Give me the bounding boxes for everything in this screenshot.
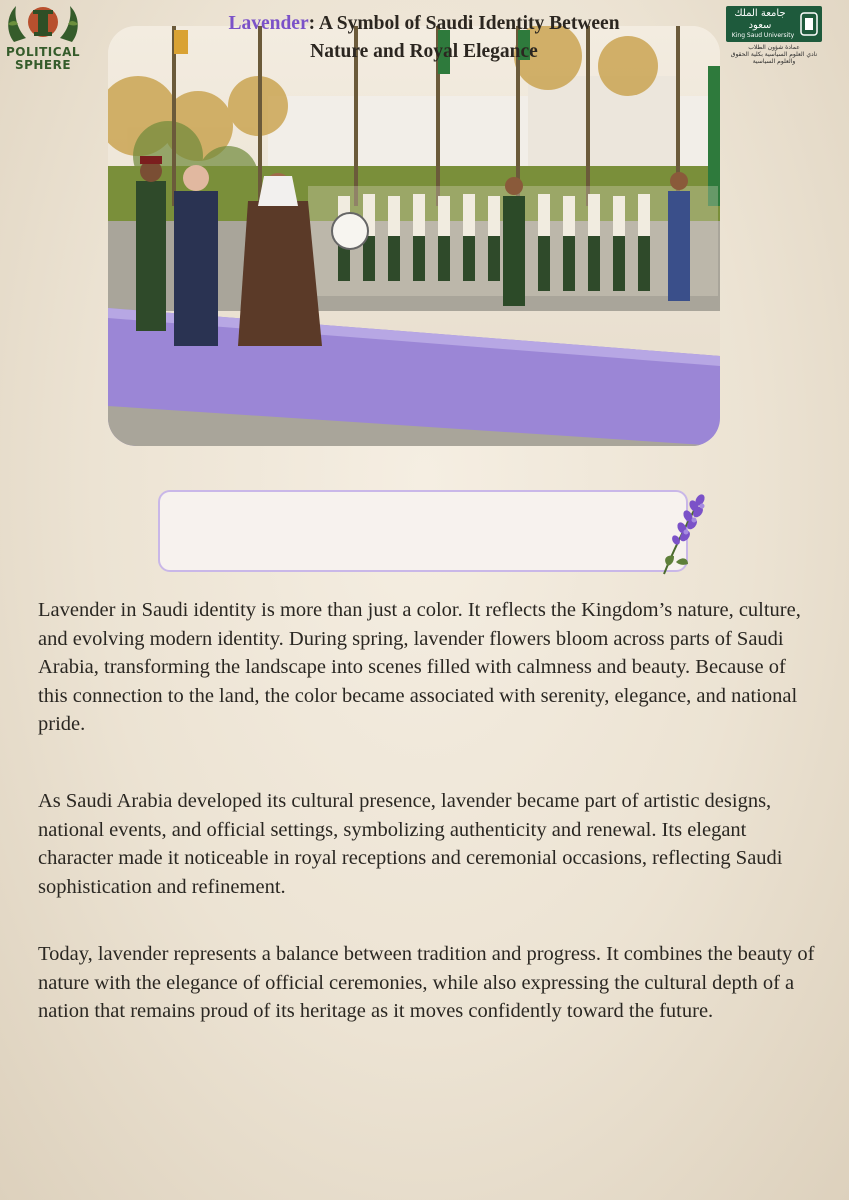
political-sphere-logo [4,2,82,72]
ceremony-illustration [108,26,720,446]
ceremony-photo [108,26,720,446]
ksu-subtitle-1: عمادة شؤون الطلاب [748,44,800,51]
paragraph-2: As Saudi Arabia developed its cultural presence, lavender became part of artistic designs, national events, and official settings, symbolizing authenticity and renewal. Its elegant character made it noticeable in royal receptions and ceremonial occasions, reflecting Saudi sophistication and refinement. [38,790,783,898]
title-accent-word: Lavender [228,13,309,34]
king-saud-university-logo [726,6,822,65]
laurel-column-icon [4,2,82,46]
ksu-emblem-icon [800,12,818,36]
title-line2: Nature and Royal Elegance [310,41,538,62]
paragraph-1: Lavender in Saudi identity is more than just a color. It reflects the Kingdom’s nature, culture, and evolving modern identity. During spring, lavender flowers bloom across parts of Saudi Arabia, transforming the landscape into scenes filled with calmness and beauty. Because of this connection to the land, the color became associated with serenity, elegance, and national pride. [38,599,801,735]
article-title [154,10,694,66]
title-line1-rest: : A Symbol of Saudi Identity Between [308,13,620,34]
ksu-english-name: King Saud University [731,32,795,39]
logo-text-line2: SPHERE [14,58,72,72]
paragraph-3: Today, lavender represents a balance between tradition and progress. It combines the beauty of nature with the elegance of official ceremonies, while also expressing the cultural depth of a nation that remains proud of its heritage as it moves confidently toward the future. [38,943,815,1022]
lavender-sprig-icon [658,492,708,576]
ksu-arabic-name: جامعة الملك سعود [734,8,786,31]
logo-text-line1: POLITICAL [6,45,80,59]
article-title-box [158,490,688,572]
ksu-subtitle-2: نادي العلوم السياسية بكلية الحقوق والعلوم السياسية [730,51,818,65]
ksu-badge [726,6,822,42]
